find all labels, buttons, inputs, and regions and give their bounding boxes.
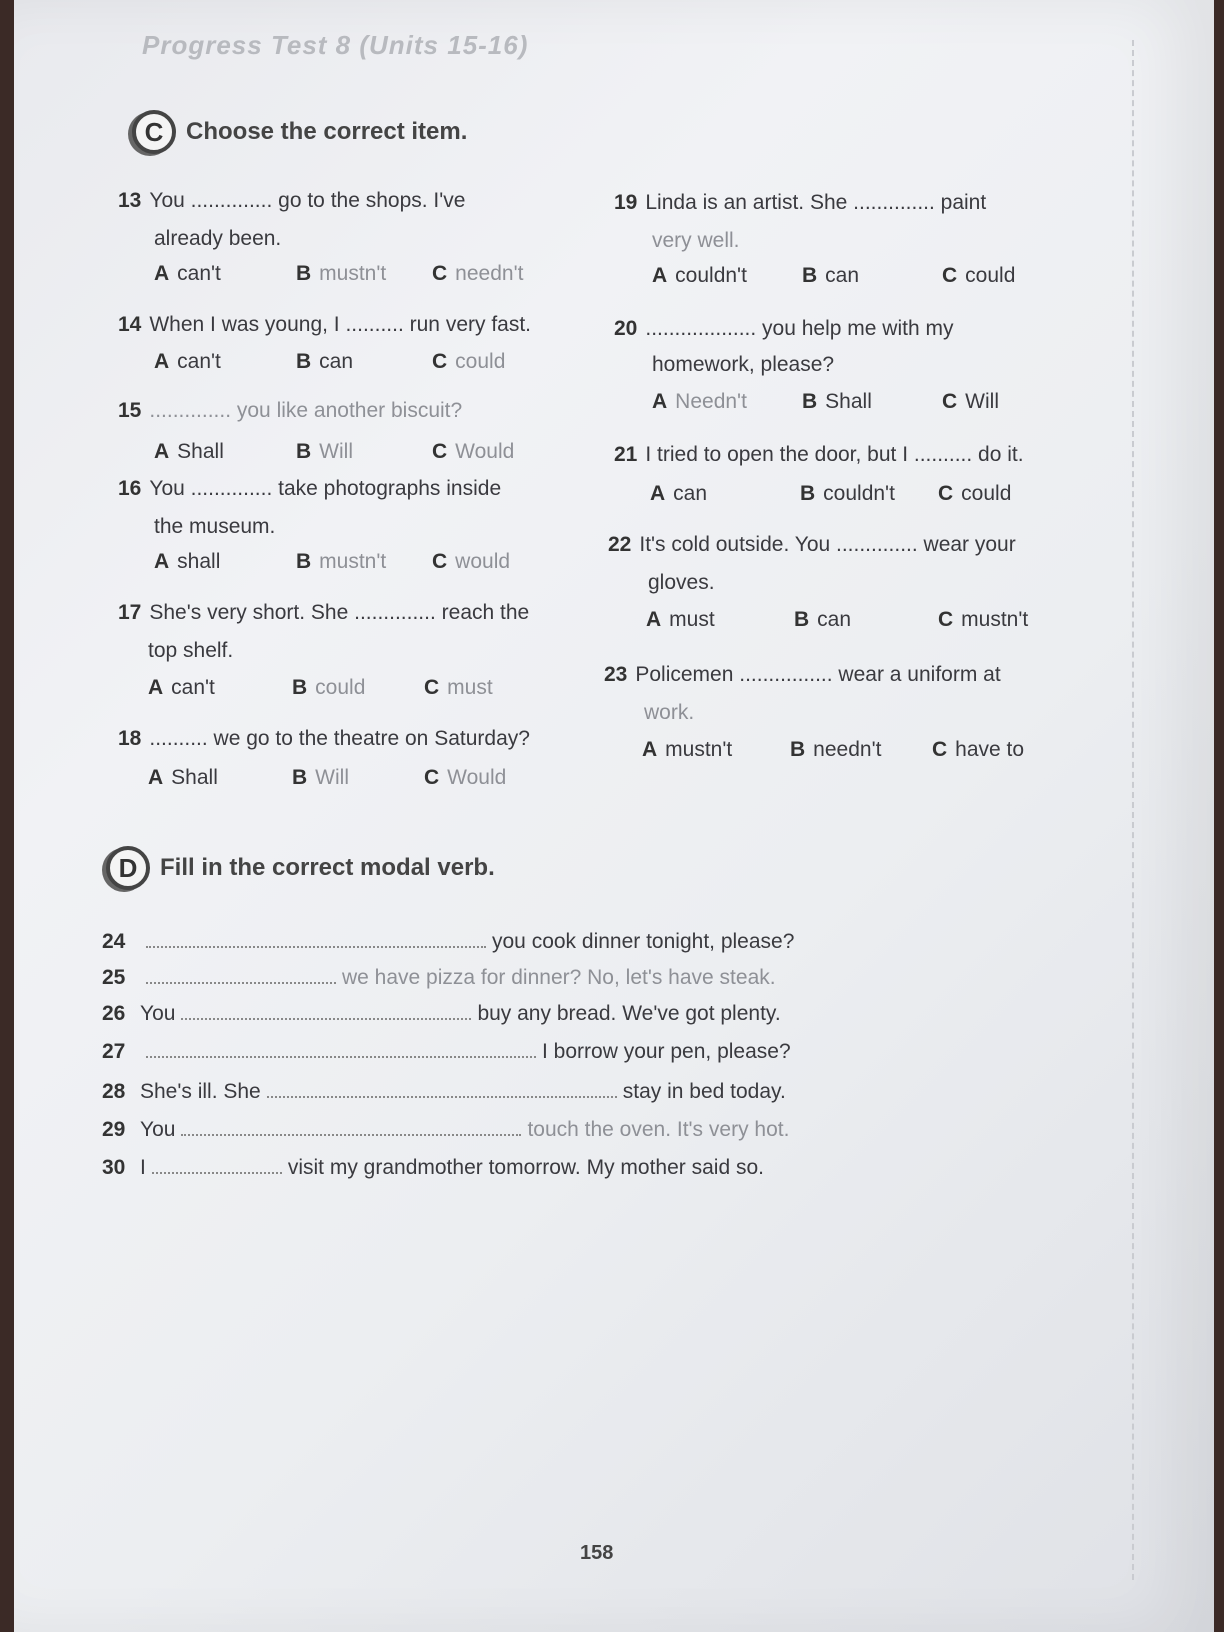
option-22b[interactable]: B can: [794, 608, 852, 631]
option-17a[interactable]: A can't: [148, 676, 215, 699]
option-18b[interactable]: B Will: [292, 766, 349, 789]
option-18a[interactable]: A Shall: [148, 766, 218, 789]
question-17: 17 She's very short. She .............. reach the: [118, 601, 530, 624]
question-19: 19 Linda is an artist. She .............. paint: [614, 191, 987, 214]
option-15a[interactable]: A Shall: [154, 440, 224, 463]
option-13a[interactable]: A can't: [154, 262, 221, 285]
section-c-badge: C: [132, 110, 176, 154]
option-20a[interactable]: A Needn't: [652, 390, 747, 413]
question-17-cont: top shelf.: [148, 639, 234, 662]
answer-blank-25[interactable]: [146, 981, 336, 984]
fill-item-25: 25 we have pizza for dinner? No, let's have steak.: [102, 966, 776, 989]
option-13b[interactable]: B mustn't: [296, 262, 387, 285]
answer-blank-26[interactable]: [181, 1017, 471, 1020]
option-21a[interactable]: A can: [650, 482, 708, 505]
option-17c[interactable]: C must: [424, 676, 493, 699]
option-18c[interactable]: C Would: [424, 766, 507, 789]
option-19a[interactable]: A couldn't: [652, 264, 747, 287]
option-14b[interactable]: B can: [296, 350, 354, 373]
option-23c[interactable]: C have to: [932, 738, 1025, 761]
answer-blank-27[interactable]: [146, 1055, 536, 1058]
question-22-cont: gloves.: [648, 571, 715, 594]
question-23-cont: work.: [644, 701, 695, 724]
section-d-heading: [106, 846, 495, 890]
question-14: 14 When I was young, I .......... run very fast.: [118, 313, 532, 336]
section-c-heading: [132, 110, 467, 154]
fill-item-30: 30 I visit my grandmother tomorrow. My mother said so.: [102, 1156, 764, 1179]
perforation-edge: [1132, 40, 1134, 1580]
section-d-badge: D: [106, 846, 150, 890]
question-21: 21 I tried to open the door, but I .......... do it.: [614, 443, 1024, 466]
option-19c[interactable]: C could: [942, 264, 1016, 287]
question-22: 22 It's cold outside. You .............. wear your: [608, 533, 1016, 556]
page-header: Progress Test 8 (Units 15-16): [142, 30, 529, 60]
question-18: 18 .......... we go to the theatre on Saturday?: [118, 727, 530, 750]
option-14a[interactable]: A can't: [154, 350, 221, 373]
option-17b[interactable]: B could: [292, 676, 366, 699]
option-22c[interactable]: C mustn't: [938, 608, 1029, 631]
question-23: 23 Policemen ................ wear a uniform at: [604, 663, 1001, 686]
question-15: 15 .............. you like another biscuit?: [118, 399, 463, 422]
worksheet-page: [14, 0, 1214, 1632]
option-19b[interactable]: B can: [802, 264, 860, 287]
option-16c[interactable]: C would: [432, 550, 511, 573]
question-16: 16 You .............. take photographs inside: [118, 477, 502, 500]
option-23a[interactable]: A mustn't: [642, 738, 733, 761]
option-23b[interactable]: B needn't: [790, 738, 882, 761]
question-16-cont: the museum.: [154, 515, 276, 538]
option-15b[interactable]: B Will: [296, 440, 353, 463]
section-c-instruction: Choose the correct item.: [186, 118, 468, 145]
fill-item-29: 29 You touch the oven. It's very hot.: [102, 1118, 790, 1141]
option-16b[interactable]: B mustn't: [296, 550, 387, 573]
answer-blank-28[interactable]: [267, 1095, 617, 1098]
fill-item-27: 27 I borrow your pen, please?: [102, 1040, 791, 1063]
question-13: 13 You .............. go to the shops. I've: [118, 189, 466, 212]
fill-item-26: 26 You buy any bread. We've got plenty.: [102, 1002, 781, 1025]
question-20: 20 ................... you help me with my: [614, 317, 954, 340]
option-20b[interactable]: B Shall: [802, 390, 872, 413]
question-19-cont: very well.: [652, 229, 740, 252]
option-16a[interactable]: A shall: [154, 550, 221, 573]
section-d-instruction: Fill in the correct modal verb.: [160, 854, 495, 881]
option-13c[interactable]: C needn't: [432, 262, 524, 285]
option-15c[interactable]: C Would: [432, 440, 515, 463]
option-21c[interactable]: C could: [938, 482, 1012, 505]
option-20c[interactable]: C Will: [942, 390, 999, 413]
option-21b[interactable]: B couldn't: [800, 482, 895, 505]
answer-blank-29[interactable]: [181, 1133, 521, 1136]
fill-item-28: 28 She's ill. She stay in bed today.: [102, 1080, 786, 1103]
question-20-cont: homework, please?: [652, 353, 835, 376]
fill-item-24: 24 you cook dinner tonight, please?: [102, 930, 795, 953]
question-13-cont: already been.: [154, 227, 282, 250]
page-number: 158: [580, 1542, 614, 1564]
answer-blank-24[interactable]: [146, 945, 486, 948]
option-22a[interactable]: A must: [646, 608, 715, 631]
option-14c[interactable]: C could: [432, 350, 506, 373]
answer-blank-30[interactable]: [152, 1171, 282, 1174]
